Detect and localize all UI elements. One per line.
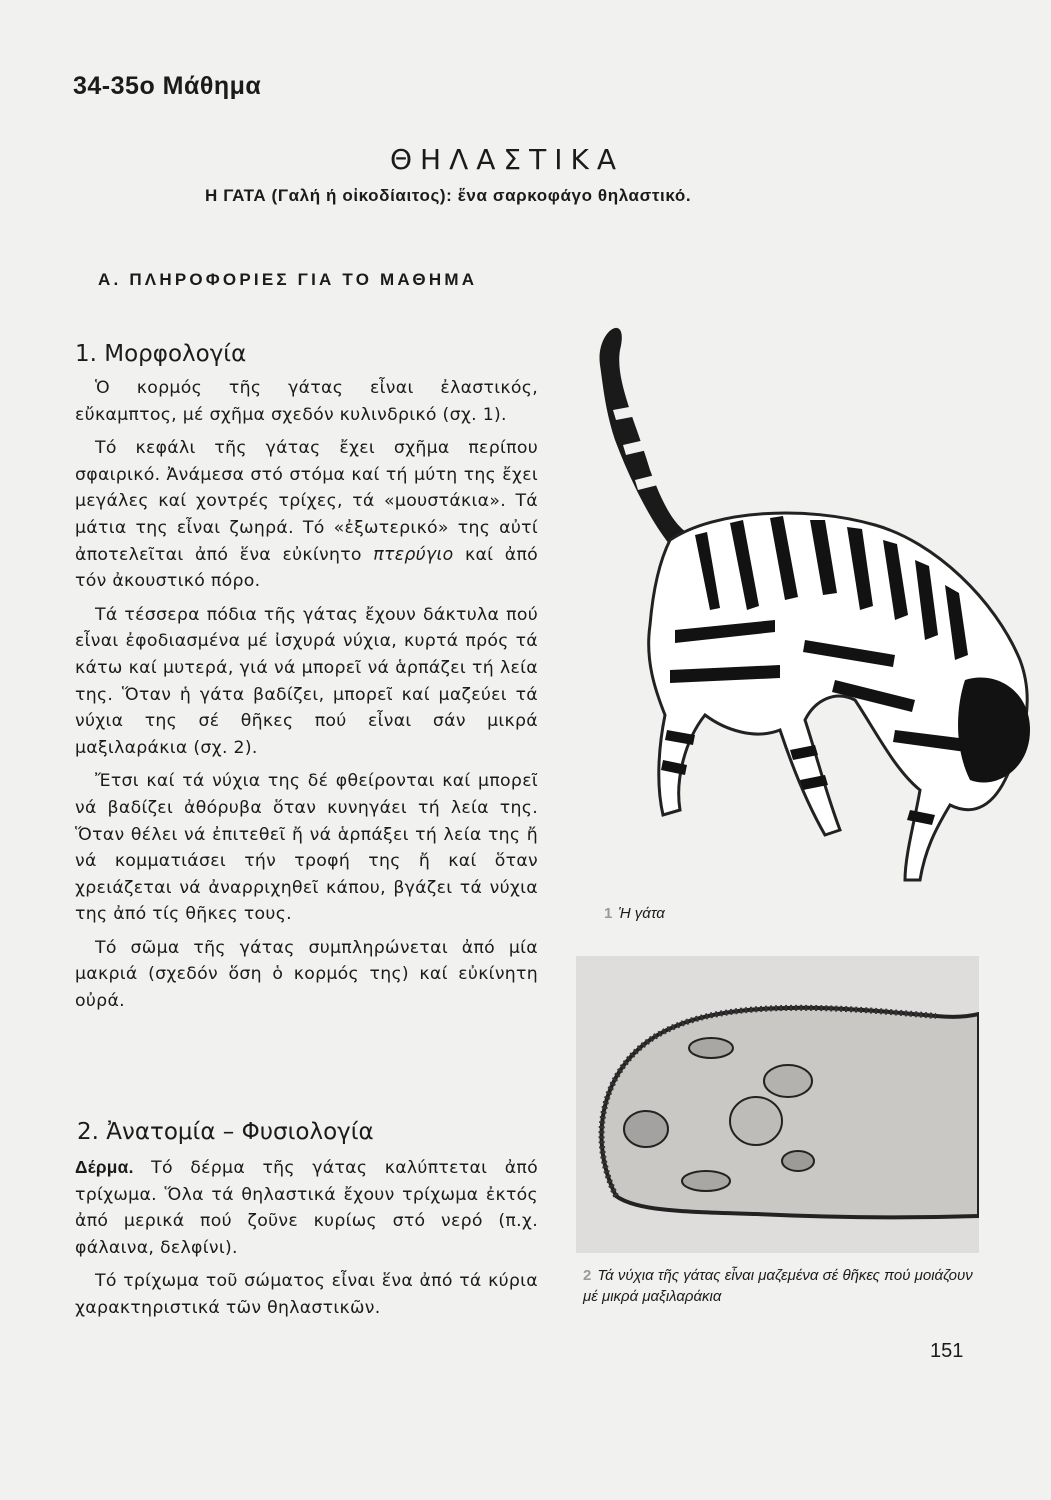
- figure-1-number: 1: [604, 905, 613, 922]
- paragraph: Τά τέσσερα πόδια τῆς γάτας ἔχουν δάκτυλα πού εἶναι ἐφοδιασμένα μέ ἰσχυρά νύχια, κυρτά πρός τά κάτω καί μυτερά, γιά νά μπορεῖ νά ἁρπάζει τή λεία της. Ὅταν ἡ γάτα βαδίζει, μπορεῖ καί μαζεύει τά νύχια της σέ θῆκες πού εἶναι σάν μικρά μαξιλαράκια (σχ. 2).: [75, 604, 538, 758]
- paragraph: Τό τρίχωμα τοῦ σώματος εἶναι ἕνα ἀπό τά κύρια χαρακτηριστικά τῶν θηλαστικῶν.: [75, 1271, 538, 1318]
- paragraph: Τό σῶμα τῆς γάτας συμπληρώνεται ἀπό μία μακριά (σχεδόν ὅση ὁ κορμός της) καί εὐκίνητη οὐρά.: [75, 937, 538, 1012]
- figure-1-caption: [604, 905, 665, 922]
- text-span: Τό δέρμα τῆς γάτας καλύπτεται ἀπό τρίχωμα. Ὅλα τά θηλαστικά ἔχουν τρίχωμα ἐκτός ἀπό μερικά πού ζοῦνε κυρίως στό νερό (π.χ. φάλαινα, δελφίνι).: [75, 1158, 538, 1258]
- page-number: 151: [930, 1340, 964, 1362]
- text-span: καί ἀπό τόν ἀκουστικό πόρο.: [75, 544, 539, 592]
- figure-2-text: Τά νύχια τῆς γάτας εἶναι μαζεμένα σέ θῆκες πού μοιάζουν μέ μικρά μαξιλαράκια: [583, 1267, 973, 1305]
- term-derma: Δέρμα.: [75, 1157, 134, 1177]
- anatomy-text: [75, 1154, 538, 1329]
- section-heading: Α. ΠΛΗΡΟΦΟΡΙΕΣ ΓΙΑ ΤΟ ΜΑΘΗΜΑ: [98, 270, 478, 289]
- paragraph: [75, 435, 538, 595]
- text-span: Τό κεφάλι τῆς γάτας ἔχει σχῆμα περίπου σφαιρικό. Ἀνάμεσα στό στόμα καί τή μύτη της ἔχει μεγάλες καί χοντρές τρίχες, τά «μουστάκια». Τά μάτια της εἶναι ζωηρά. Τό «ἐξωτερικό» της αὐτί ἀποτελεῖται ἀπό ἕνα εὐκίνητο: [75, 438, 538, 565]
- anatomy-heading: 2. Ἀνατομία – Φυσιολογία: [77, 1119, 374, 1145]
- figure-1-text: Ἡ γάτα: [618, 905, 665, 922]
- cat-illustration: [575, 310, 1035, 910]
- paragraph: Ἔτσι καί τά νύχια της δέ φθείρονται καί μπορεῖ νά βαδίζει ἀθόρυβα ὅταν κυνηγάει τή λεία της. Ὅταν θέλει νά ἐπιτεθεῖ ἤ νά ἁρπάξει τή λεία της ἤ νά κομματιάσει τήν τροφή της ἤ καί ὅταν χρειάζεται νά ἀναρριχηθεῖ κάπου, βγάζει τά νύχια της ἀπό τίς θῆκες τους.: [75, 771, 538, 925]
- page-subtitle: Η ΓΑΤΑ (Γαλή ή οἰκοδίαιτος): ἕνα σαρκοφάγο θηλαστικό.: [205, 186, 692, 205]
- paragraph: Ὁ κορμός τῆς γάτας εἶναι ἐλαστικός, εὔκαμπτος, μέ σχῆμα σχεδόν κυλινδρικό (σχ. 1).: [75, 378, 538, 425]
- morphology-heading: 1. Μορφολογία: [75, 341, 247, 367]
- figure-2-caption: [583, 1265, 978, 1307]
- lesson-number: 34-35ο Μάθημα: [73, 72, 262, 100]
- morphology-text: [75, 375, 538, 1022]
- term-pterygio: πτερύγιο: [373, 544, 454, 565]
- figure-2-number: 2: [583, 1267, 592, 1284]
- paw-illustration: [576, 956, 979, 1253]
- page-title: ΘΗΛΑΣΤΙΚΑ: [390, 143, 624, 176]
- paragraph: [75, 1154, 538, 1261]
